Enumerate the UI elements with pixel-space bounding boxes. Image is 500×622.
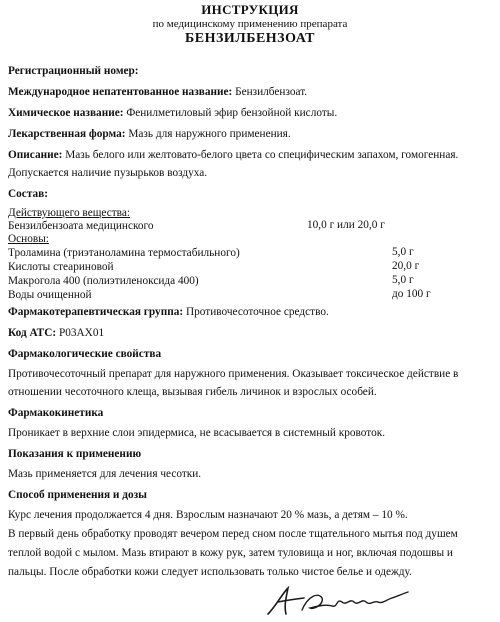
pharm-group-line <box>8 305 329 319</box>
chemical-label: Химическое название: <box>8 107 124 119</box>
indications-text-1: Мазь применяется для лечения чесотки. <box>8 468 202 480</box>
base-ingredient-amount: 20,0 г <box>392 260 420 272</box>
description-line <box>8 148 458 162</box>
drug-name: БЕНЗИЛБЕНЗОАТ <box>185 31 315 46</box>
inn-value: Бензилбензоат. <box>232 86 308 98</box>
document-title: ИНСТРУКЦИЯ <box>201 2 299 17</box>
base-ingredient-amount: до 100 г <box>392 288 431 300</box>
pharmacology-text-1: Противочесоточный препарат для наружного применения. Оказывает токсическое действие в <box>8 368 459 380</box>
form-line <box>8 127 291 141</box>
form-label: Лекарственная форма: <box>8 128 126 140</box>
document-subtitle: по медицинскому применению препарата <box>152 18 348 30</box>
atc-label: Код АТС: <box>8 327 57 339</box>
base-heading: Основы: <box>8 233 49 245</box>
chemical-value: Фенилметиловый эфир бензойной кислоты. <box>123 107 338 119</box>
pharm-group-label: Фармакотерапевтическая группа: <box>8 306 184 318</box>
base-ingredient-amount: 5,0 г <box>392 246 414 258</box>
pharm-group-value: Противочесоточное средство. <box>183 306 329 318</box>
chemical-line <box>8 106 337 120</box>
registration-line <box>8 64 139 78</box>
inn-line <box>8 85 307 99</box>
base-ingredient-amount: 5,0 г <box>392 274 414 286</box>
pharmacokinetics-text-1: Проникает в верхние слои эпидермиса, не всасывается в системный кровоток. <box>8 427 386 439</box>
usage-text-2: В первый день обработку проводят вечером перед сном после тщательного мытья под душем <box>8 528 458 540</box>
inn-label: Международное непатентованное название: <box>8 86 233 98</box>
description-text-1: Мазь белого или желтовато-белого цвета со специфическим запахом, гомогенная. <box>62 149 459 161</box>
composition-label: Состав: <box>8 188 49 200</box>
form-value: Мазь для наружного применения. <box>125 128 291 140</box>
active-ingredient-amount: 10,0 г или 20,0 г <box>307 219 385 231</box>
registration-label: Регистрационный номер: <box>8 65 139 77</box>
indications-heading: Показания к применению <box>8 448 142 460</box>
usage-text-1: Курс лечения продолжается 4 дня. Взрослым назначают 20 % мазь, а детям – 10 %. <box>8 509 408 521</box>
description-label: Описание: <box>8 149 63 161</box>
atc-value: P03AX01 <box>56 327 105 339</box>
base-ingredient-name: Воды очищенной <box>8 289 92 301</box>
active-heading: Действующего вещества: <box>8 207 130 219</box>
handwritten-signature <box>262 584 412 618</box>
pharmacology-heading: Фармакологические свойства <box>8 348 162 360</box>
base-ingredient-name: Кислоты стеариновой <box>8 261 114 273</box>
atc-line <box>8 326 104 340</box>
pharmacokinetics-heading: Фармакокинетика <box>8 407 104 419</box>
usage-heading: Способ применения и дозы <box>8 489 147 501</box>
usage-text-3: теплой водой с мылом. Мазь втирают в кожу рук, затем туловища и ног, включая подошвы и <box>8 547 453 559</box>
usage-text-4: пальцы. После обработки кожи следует использовать только чистое белье и одежду. <box>8 566 412 578</box>
base-ingredient-name: Троламина (триэтаноламина термостабильного) <box>8 247 240 259</box>
description-text-2: Допускается наличие пузырьков воздуха. <box>8 167 208 179</box>
base-ingredient-name: Макрогола 400 (полиэтиленоксида 400) <box>8 275 199 287</box>
active-ingredient-name: Бензилбензоата медицинского <box>8 220 154 232</box>
pharmacology-text-2: отношении чесоточного клеща, вызывая гибель личинок и взрослых особей. <box>8 386 377 398</box>
